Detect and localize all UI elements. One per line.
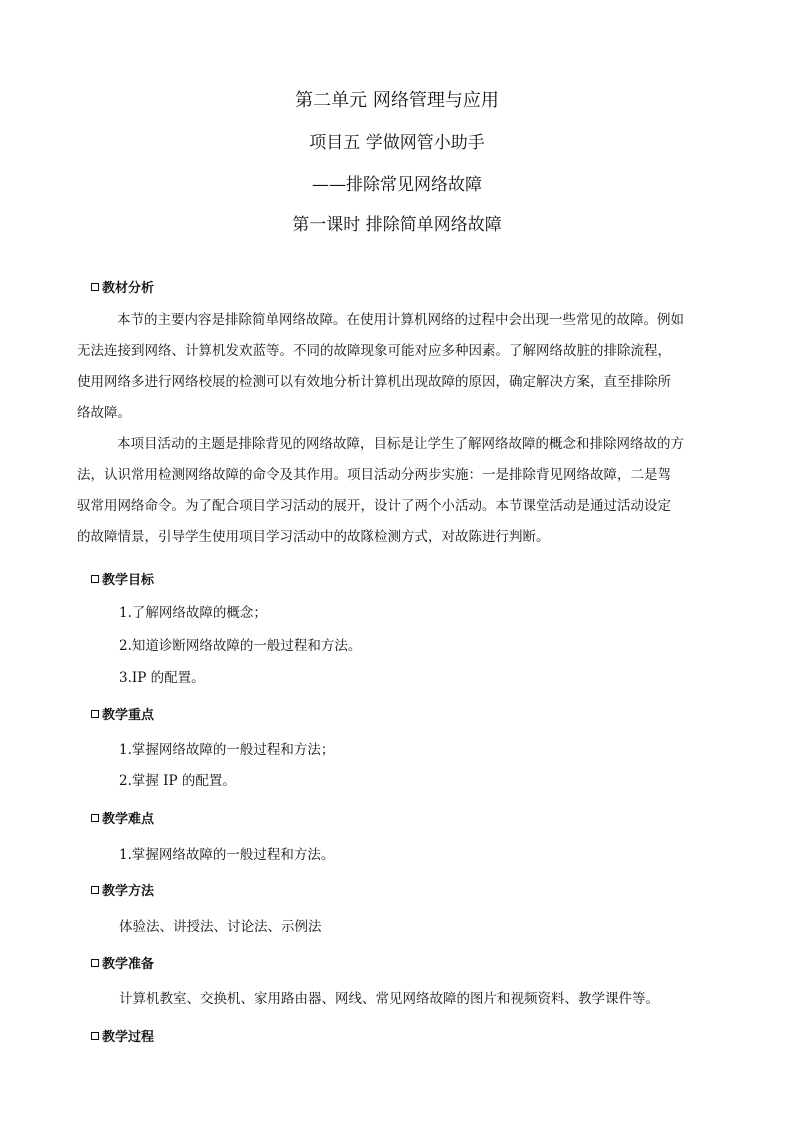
section-label: 教学过程 bbox=[102, 1030, 155, 1045]
section-label: 教学准备 bbox=[102, 957, 155, 972]
checkbox-icon bbox=[91, 886, 99, 894]
goal-item: 1.了解网络故障的概念； bbox=[119, 605, 267, 621]
section-label: 教学方法 bbox=[102, 884, 155, 899]
paragraph-line: 无法连接到网络、计算机发欢蓝等。不同的故障现象可能对应多种因素。了解网络故脏的排除流程， bbox=[77, 343, 671, 359]
checkbox-icon bbox=[91, 710, 99, 718]
paragraph-line: 使用网络多进行网络校展的检测可以有效地分析计算机出现故障的原因，确定解决方案，直至排除所 bbox=[77, 374, 671, 390]
keypoint-item: 2.掌握 IP 的配置。 bbox=[119, 773, 236, 789]
keypoint-item: 1.掌握网络故障的一般过程和方法； bbox=[119, 742, 335, 758]
section-analysis-heading bbox=[91, 277, 154, 296]
checkbox-icon bbox=[91, 283, 99, 291]
paragraph-line: 的故障情景，引导学生使用项目学习活动中的故隊检测方式，对故陈进行判断。 bbox=[77, 529, 550, 545]
difficulty-item: 1.掌握网络故障的一般过程和方法。 bbox=[119, 847, 335, 863]
project-title: 项目五 学做网管小助手 bbox=[309, 133, 485, 153]
subtitle: ——排除常见网络故障 bbox=[312, 175, 482, 195]
section-difficulties-heading bbox=[91, 808, 154, 827]
section-preparation-heading bbox=[91, 953, 154, 972]
section-methods-heading bbox=[91, 880, 154, 899]
section-label: 教材分析 bbox=[102, 281, 155, 296]
goal-item: 3.IP 的配置。 bbox=[119, 670, 205, 686]
section-goals-heading bbox=[91, 569, 154, 588]
lesson-title: 第一课时 排除简单网络故障 bbox=[292, 215, 502, 235]
analysis-paragraph-2 bbox=[77, 429, 702, 553]
methods-text: 体验法、讲授法、讨论法、示例法 bbox=[119, 919, 322, 935]
checkbox-icon bbox=[91, 814, 99, 822]
checkbox-icon bbox=[91, 959, 99, 967]
analysis-paragraph-1 bbox=[77, 305, 702, 429]
section-keypoints-heading bbox=[91, 704, 154, 723]
section-label: 教学重点 bbox=[102, 708, 155, 723]
section-label: 教学目标 bbox=[102, 573, 155, 588]
checkbox-icon bbox=[91, 575, 99, 583]
paragraph-line: 络故障。 bbox=[77, 405, 131, 421]
paragraph-line: 本项目活动的主题是排除背见的网络故障，目标是让学生了解网络故障的概念和排除网络故的方 bbox=[117, 436, 684, 452]
section-process-heading bbox=[91, 1026, 154, 1045]
paragraph-line: 驭常用网络命令。为了配合项目学习活动的展开，设计了两个小活动。本节课堂活动是通过活动设定 bbox=[77, 498, 671, 514]
unit-title: 第二单元 网络管理与应用 bbox=[295, 90, 499, 111]
checkbox-icon bbox=[91, 1032, 99, 1040]
goal-item: 2.知道诊断网络故障的一般过程和方法。 bbox=[119, 638, 362, 654]
preparation-text: 计算机教室、交换机、家用路由器、网线、常见网络故障的图片和视频资料、教学课件等。 bbox=[119, 991, 659, 1007]
section-label: 教学难点 bbox=[102, 812, 155, 827]
paragraph-line: 法，认识常用检测网络故障的命令及其作用。项目活动分两步实施：一是排除背见网络故障，二是驾 bbox=[77, 467, 671, 483]
paragraph-line: 本节的主要内容是排除简单网络故障。在使用计算机网络的过程中会出现一些常见的故障。例如 bbox=[117, 312, 684, 328]
